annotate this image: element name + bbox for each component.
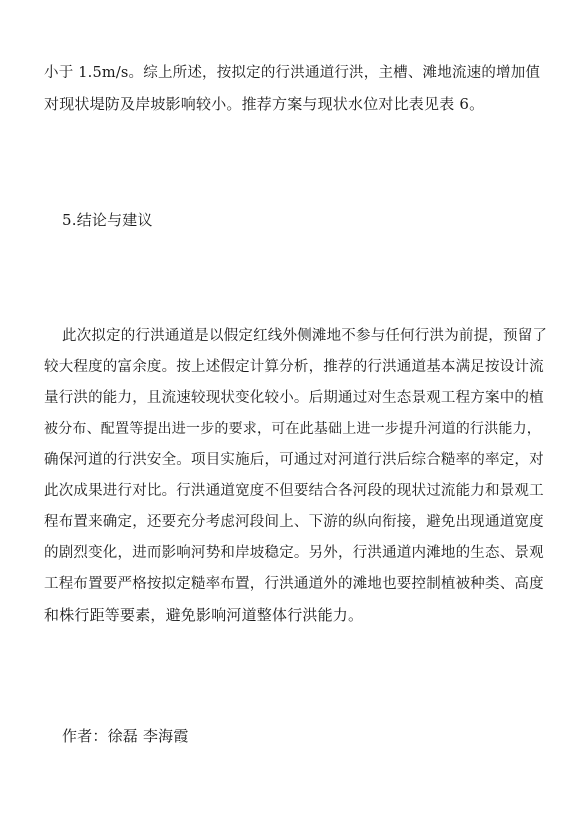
section-heading: 5.结论与建议: [62, 211, 153, 229]
conclusion-line: 量行洪的能力，且流速较现状变化较小。后期通过对生态景观工程方案中的植: [44, 390, 544, 406]
conclusion-line: 较大程度的富余度。按上述假定计算分析，推荐的行洪通道基本满足按设计流: [44, 359, 544, 375]
conclusion-line: 工程布置要严格按拟定糙率布置，行洪通道外的滩地也要控制植被种类、高度: [44, 576, 544, 592]
conclusion-line: 此次成果进行对比。行洪通道宽度不但要结合各河段的现状过流能力和景观工: [44, 483, 544, 499]
conclusion-line: 的剧烈变化，进而影响河势和岸坡稳定。另外，行洪通道内滩地的生态、景观: [44, 545, 544, 561]
conclusion-line: 此次拟定的行洪通道是以假定红线外侧滩地不参与任何行洪为前提，预留了: [62, 328, 548, 344]
conclusion-line: 被分布、配置等提出进一步的要求，可在此基础上进一步提升河道的行洪能力，: [44, 421, 541, 437]
conclusion-line: 确保河道的行洪安全。项目实施后，可通过对河道行洪后综合糙率的率定，对: [44, 452, 544, 468]
author-line: 作者：徐磊 李海霞: [62, 727, 189, 745]
conclusion-line: 和株行距等要素，避免影响河道整体行洪能力。: [44, 606, 364, 624]
conclusion-line: 程布置来确定，还要充分考虑河段间上、下游的纵向衔接，避免出现通道宽度: [44, 514, 544, 530]
intro-line: 对现状堤防及岸坡影响较小。推荐方案与现状水位对比表见表 6。: [44, 95, 485, 113]
intro-line: 小于 1.5m/s。综上所述，按拟定的行洪通道行洪，主槽、滩地流速的增加值: [44, 65, 541, 81]
